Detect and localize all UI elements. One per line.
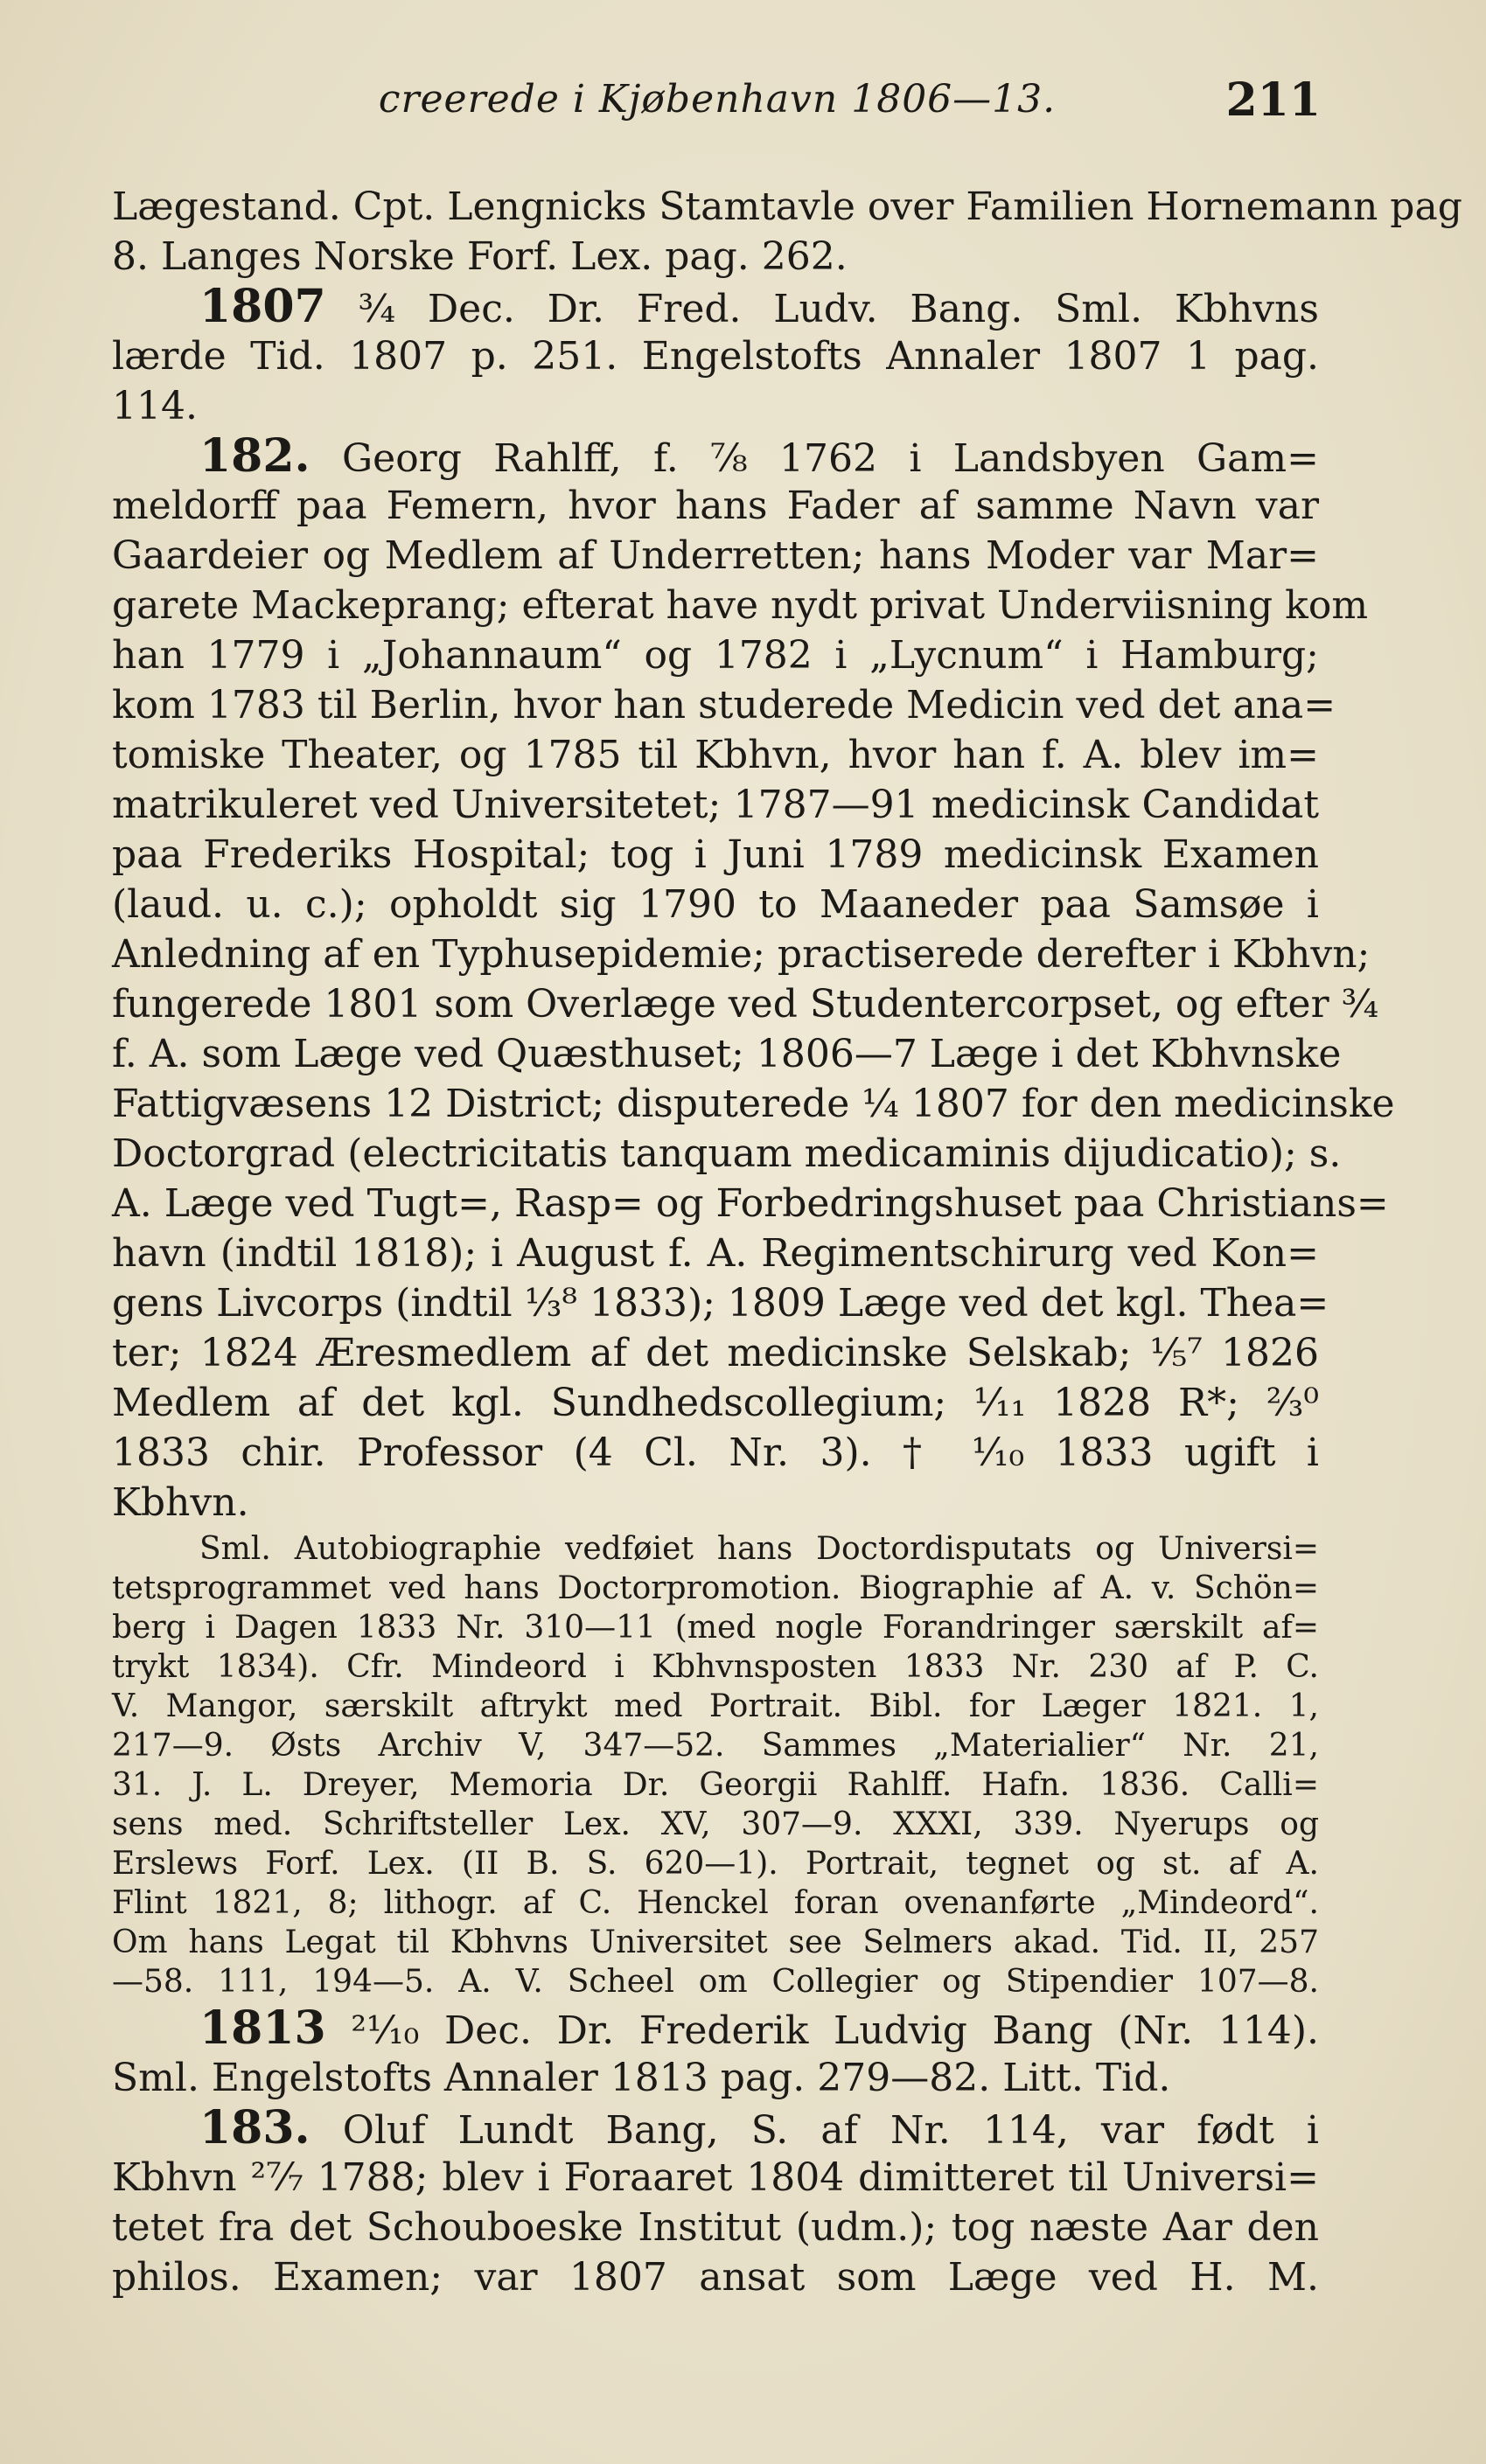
entry-number: 182.: [199, 429, 310, 483]
running-title: creerede i Kjøbenhavn 1806—13.: [378, 77, 1057, 122]
note-line: trykt 1834). Cfr. Mindeord i Kbhvnsposten 1833 Nr. 230 af P. C.: [112, 1649, 1319, 1685]
paragraph: [112, 2003, 1319, 2103]
page-header: [114, 68, 1321, 138]
note-line: Erslews Forf. Lex. (II B. S. 620—1). Portrait, tegnet og st. af A.: [112, 1846, 1319, 1882]
text-line: Doctorgrad (electricitatis tanquam medicaminis dijudicatio); s.: [112, 1131, 1342, 1176]
text-line: [112, 2003, 1319, 2053]
note-line: Om hans Legat til Kbhvns Universitet see Selmers akad. Tid. II, 257: [112, 1925, 1319, 1960]
text-line: Anledning af en Typhusepidemie; practiserede derefter i Kbhvn;: [112, 932, 1371, 977]
text-line: meldorff paa Femern, hvor hans Fader af samme Navn var: [112, 484, 1319, 528]
text-line: f. A. som Læge ved Quæsthuset; 1806—7 Læge i det Kbhvnske: [112, 1032, 1342, 1076]
text-line: [112, 2103, 1319, 2153]
text-line: Medlem af det kgl. Sundhedscollegium; ¹⁄₁₁ 1828 R*; ²⁄₃⁰: [112, 1381, 1319, 1425]
page-number: 211: [1225, 73, 1321, 127]
entry-year: 1807: [199, 280, 326, 333]
text-line: kom 1783 til Berlin, hvor han studerede Medicin ved det ana=: [112, 683, 1336, 727]
text-line: gens Livcorps (indtil ¹⁄₃⁸ 1833); 1809 Læge ved det kgl. Thea=: [112, 1281, 1329, 1326]
text-line: A. Læge ved Tugt=, Rasp= og Forbedringshuset paa Christians=: [112, 1181, 1389, 1226]
paragraph: [112, 182, 1462, 282]
text-line: matrikuleret ved Universitetet; 1787—91 medicinsk Candidat: [112, 783, 1319, 827]
text-line: 114.: [112, 384, 198, 428]
paragraph: [112, 282, 1319, 431]
text-line: 1833 chir. Professor (4 Cl. Nr. 3). † ¹⁄₁₀ 1833 ugift i: [112, 1430, 1319, 1475]
text-line: tetet fra det Schouboeske Institut (udm.); tog næste Aar den: [112, 2205, 1319, 2250]
entry-number: 183.: [199, 2101, 310, 2154]
text-line: Fattigvæsens 12 District; disputerede ¼ 1807 for den medicinske: [112, 1082, 1395, 1126]
text-line: garete Mackeprang; efterat have nydt privat Underviisning kom: [112, 583, 1369, 628]
note-line: berg i Dagen 1833 Nr. 310—11 (med nogle Forandringer særskilt af=: [112, 1610, 1319, 1646]
text-span: Georg Rahlff, f. ⅞ 1762 i Landsbyen Gam=: [342, 436, 1319, 481]
text-line: Kbhvn.: [112, 1480, 249, 1525]
text-line: tomiske Theater, og 1785 til Kbhvn, hvor han f. A. blev im=: [112, 733, 1319, 777]
text-line: Lægestand. Cpt. Lengnicks Stamtavle over Familien Hornemann pag: [112, 184, 1462, 229]
note-line: sens med. Schriftsteller Lex. XV, 307—9. XXXI, 339. Nyerups og: [112, 1806, 1319, 1842]
text-line: 8. Langes Norske Forf. Lex. pag. 262.: [112, 234, 848, 279]
text-line: [112, 282, 1319, 331]
text-line: paa Frederiks Hospital; tog i Juni 1789 medicinsk Examen: [112, 832, 1319, 877]
note-line: 31. J. L. Dreyer, Memoria Dr. Georgii Rahlff. Hafn. 1836. Calli=: [112, 1767, 1319, 1803]
text-line: han 1779 i „Johannaum“ og 1782 i „Lycnum“ i Hamburg;: [112, 633, 1319, 678]
text-line: philos. Examen; var 1807 ansat som Læge ved H. M.: [112, 2255, 1319, 2300]
text-span: Oluf Lundt Bang, S. af Nr. 114, var født i: [342, 2108, 1319, 2153]
text-span: ²¹⁄₁₀ Dec. Dr. Frederik Ludvig Bang (Nr. 114).: [351, 2008, 1319, 2053]
page-body: [112, 182, 1462, 2302]
text-line: [112, 431, 1319, 481]
note-line: tetsprogrammet ved hans Doctorpromotion. Biographie af A. v. Schön=: [112, 1570, 1319, 1606]
note-line: Flint 1821, 8; lithogr. af C. Henckel foran ovenanførte „Mindeord“.: [112, 1885, 1319, 1921]
note-line: Sml. Autobiographie vedføiet hans Doctordisputats og Universi=: [199, 1531, 1319, 1567]
text-line: (laud. u. c.); opholdt sig 1790 to Maaneder paa Samsøe i: [112, 882, 1319, 927]
text-line: lærde Tid. 1807 p. 251. Engelstofts Annaler 1807 1 pag.: [112, 334, 1319, 379]
paragraph: [112, 429, 1395, 2003]
note-line: V. Mangor, særskilt aftrykt med Portrait. Bibl. for Læger 1821. 1,: [112, 1688, 1319, 1724]
paragraph: [112, 2103, 1319, 2302]
text-line: Gaardeier og Medlem af Underretten; hans Moder var Mar=: [112, 533, 1319, 578]
text-line: Sml. Engelstofts Annaler 1813 pag. 279—82. Litt. Tid.: [112, 2056, 1171, 2100]
entry-year: 1813: [199, 2001, 326, 2055]
text-span: ¾ Dec. Dr. Fred. Ludv. Bang. Sml. Kbhvns: [358, 287, 1319, 331]
text-line: ter; 1824 Æresmedlem af det medicinske Selskab; ¹⁄₅⁷ 1826: [112, 1331, 1319, 1375]
text-line: fungerede 1801 som Overlæge ved Studentercorpset, og efter ¾: [112, 982, 1379, 1027]
text-line: havn (indtil 1818); i August f. A. Regimentschirurg ved Kon=: [112, 1231, 1319, 1276]
text-line: Kbhvn ²⁷⁄₇ 1788; blev i Foraaret 1804 dimitteret til Universi=: [112, 2155, 1319, 2200]
note-line: 217—9. Østs Archiv V, 347—52. Sammes „Materialier“ Nr. 21,: [112, 1728, 1319, 1764]
note-line: —58. 111, 194—5. A. V. Scheel om Collegier og Stipendier 107—8.: [112, 1964, 1319, 2000]
